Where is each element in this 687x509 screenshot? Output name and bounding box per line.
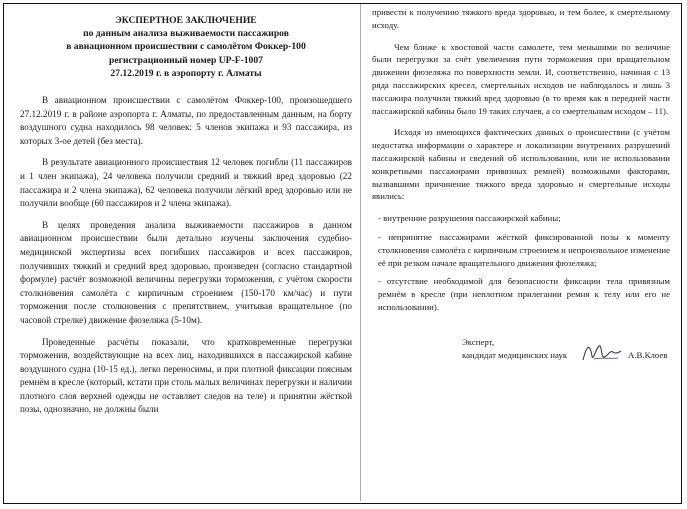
list-item: - непринятие пассажирами жёсткой фиксированной позы к моменту столкновения самолёта с кирпичным строением и непроизвольное изменение её при резком начале вращательного движения фюзеляжа; bbox=[378, 231, 670, 268]
paragraph-calculations: Проведенные расчёты показали, что кратковременные перегрузки торможения, воздействующие на всех лиц, находившихся в пассажирской кабине воздушного судна (10-15 ед.), легко переносимы, и при плотной фиксации поясным ремнём в кресле (который, кстати при столь малых величинах перегрузки и наличии плотного слоя верхней одежды не оставляет следов на теле) и принятии жёсткой позы, однозначно, не должны были bbox=[20, 336, 352, 415]
page-divider bbox=[360, 4, 361, 501]
title-line: 27.12.2019 г. в аэропорту г. Алматы bbox=[110, 67, 262, 79]
factors-list bbox=[372, 212, 670, 314]
title-line: регистрационный номер UP-F-1007 bbox=[109, 54, 263, 66]
signature-scribble-icon bbox=[580, 340, 622, 364]
signature-title: Эксперт, bbox=[462, 336, 495, 347]
paragraph-incident: В авиационном происшествии с самолётом Фоккер-100, произошедшего 27.12.2019 г. в районе аэропорта г. Алматы, по предоставленным данным, на борту воздушного судна находилось 98 человек: 5 членов экипажа и 93 пассажира, из которых 3-ое детей (без места). bbox=[20, 95, 352, 146]
signature-block bbox=[372, 336, 670, 380]
title-line: ЭКСПЕРТНОЕ ЗАКЛЮЧЕНИЕ bbox=[115, 15, 257, 26]
paragraph-continuation: привести к получению тяжкого вреда здоровью, и тем более, к смертельному исходу. bbox=[372, 7, 670, 30]
paragraph-analysis: В целях проведения анализа выживаемости пассажиров в данном авиационном происшествии были детально изучены заключения судебно-медицинской экспертизы всех погибших пассажиров и всех пассажиров, получивших тяжкий и средний вред здоровью, произведен (согласно стандартной формуле) расчёт возможной величины перегрузки торможения, с учётом скорости столкновения самолёта с кирпичным строением (150-170 км/час) и пути торможения после столкновения с препятствием, учитывая вращательное (по часовой стрелке) движение фюзеляжа (5-10м). bbox=[20, 219, 352, 325]
right-page bbox=[362, 4, 678, 501]
title-line: по данным анализа выживаемости пассажиров bbox=[83, 28, 289, 40]
paragraph-factors: Исходя из имеющихся фактических данных о происшествии (с учётом недостатка информации о характере и локализации внутренних разрушений пассажирской кабины и сведений об использовании, или не использовании конкретными пассажирами привязных ремней) возможными факторами, вызвавшими причинение тяжкого вреда здоровью и смертельные исходы явились: bbox=[372, 127, 670, 202]
left-page bbox=[8, 4, 360, 501]
title-line: в авиационном происшествии с самолётом Фоккер-100 bbox=[66, 41, 306, 53]
document-title bbox=[20, 14, 352, 80]
paragraph-casualties: В результате авиационного происшествия 12 человек погибли (11 пассажиров и 1 член экипажа), 24 человека получили средний и тяжкий вред здоровью (22 пассажира и 2 члена экипажа), 62 человека получили лёгкий вред здоровью или не получили вообще (60 пассажиров и 2 члена экипажа). bbox=[20, 157, 352, 209]
list-item: - внутренние разрушения пассажирской кабины; bbox=[378, 213, 561, 224]
signature-name: А.В.Клоев bbox=[628, 349, 668, 360]
list-item: - отсутствие необходимой для безопасности фиксации тела привязным ремнём в кресле (при неплотном прилегании ремня к телу или его не использовании). bbox=[378, 276, 670, 312]
paragraph-tail-section: Чем ближе к хвостовой части самолете, тем меньшими по величине были перегрузки за счёт увеличения пути торможения при вращательном движении фюзеляжа по поверхности земли. И, соответственно, начиная с 13 ряда пассажирских кресел, смертельных исходов не наблюдалось и лишь 3 пассажира получили тяжкий вред здоровью (в то время как в передней части пассажирской кабины было 19 таких случаев, а со смертельным исходом – 11). bbox=[372, 41, 670, 116]
signature-degree: кандидат медицинских наук bbox=[462, 349, 568, 360]
